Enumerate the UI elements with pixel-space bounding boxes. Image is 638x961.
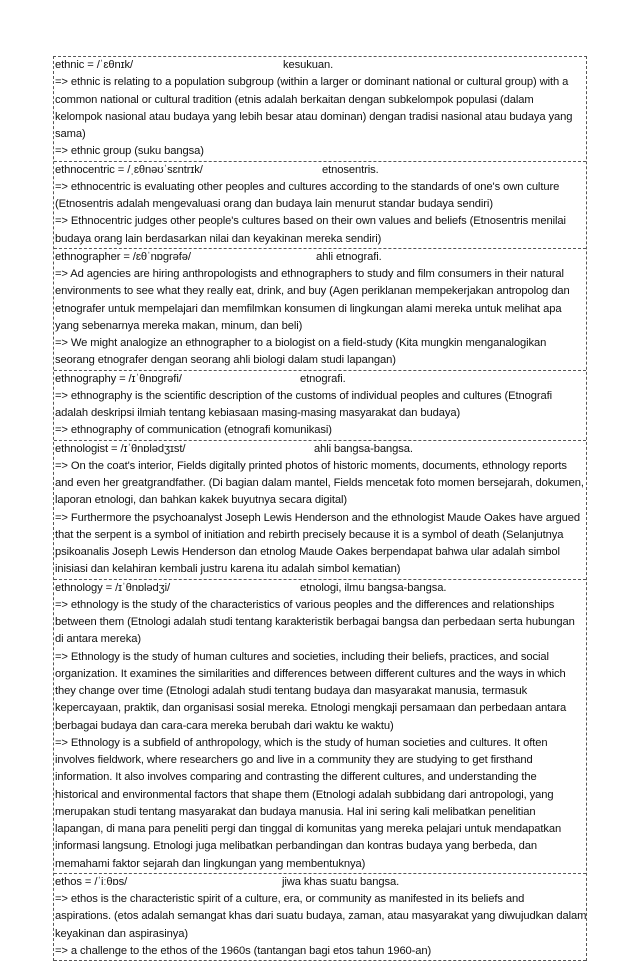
- translation: jiwa khas suatu bangsa.: [282, 875, 400, 888]
- definition-line: => Ethnology is a subfield of anthropology, which is the study of human societies and cultures. It often: [55, 736, 548, 749]
- translation: etnografi.: [300, 372, 346, 385]
- headword: ethnographer = /ɛθˈnɒɡrəfə/: [55, 250, 191, 263]
- definition-line: lapangan, di mana para peneliti pergi dan tinggal di komunitas yang mereka pelajari untuk mendapatkan: [55, 823, 562, 835]
- definition-line: that the serpent is a symbol of initiation and rebirth precisely because it is a symbol of death (Selanjutnya: [55, 528, 564, 541]
- definition-line: common national or cultural tradition (etnis adalah berkaitan dengan subkelompok populasi (dalam: [55, 93, 534, 106]
- entry-ethos: [54, 874, 586, 961]
- entry-header: [54, 874, 586, 891]
- definition-line: historical and environmental factors that shape them (Etnologi adalah subbidang dari antropologi, yang: [55, 788, 554, 801]
- definition-line: sama): [55, 128, 86, 140]
- definition-line: => Ad agencies are hiring anthropologists and ethnographers to study and film consumers in their natural: [55, 268, 564, 280]
- definition-line: seorang etnografer dengan seorang ahli biologi dalam studi lapangan): [55, 354, 396, 367]
- definition-line: they change over time (Etnologi adalah studi tentang budaya dan masyarakat manusia, termasuk: [55, 685, 528, 697]
- definition-line: etnografer untuk mempelajari dan memfilmkan konsumen di lingkungan alami mereka untuk melihat apa: [55, 302, 562, 315]
- translation: ahli bangsa-bangsa.: [314, 442, 413, 455]
- entry-header: [54, 371, 586, 388]
- definition-line: => Ethnocentric judges other people's cultures based on their own values and beliefs (Etnosentris menilai: [55, 215, 566, 228]
- entry-header: [54, 249, 586, 266]
- definition-line: environments to see what they really eat, drink, and buy (Agen periklanan mempekerjakan antropolog dan: [55, 285, 570, 298]
- definition-line: budaya orang lain berdasarkan nilai dan keyakinan mereka sendiri): [55, 232, 382, 245]
- headword: ethnologist = /ɪˈθnɒlədʒɪst/: [55, 442, 186, 455]
- definition-line: => ethnic is relating to a population subgroup (within a larger or dominant national or cultural group) with a: [55, 76, 569, 89]
- definition-line: di antara mereka): [55, 633, 141, 646]
- definition-line: merupakan studi tentang masyarakat dan budaya manusia. Hal ini sering kali melibatkan penelitian: [55, 805, 536, 818]
- entry-header: [54, 57, 586, 74]
- entry-header: [54, 441, 586, 458]
- definition-line: kelompok nasional atau budaya yang lebih besar atau dominan) dengan tradisi nasional atau budaya yang: [55, 110, 573, 123]
- definition-line: berbagai budaya dan cara-cara mereka berubah dari waktu ke waktu): [55, 719, 394, 732]
- definition-line: => We might analogize an ethnographer to a biologist on a field-study (Kita mungkin menganalogikan: [55, 337, 547, 349]
- entry-ethnologist: [54, 441, 586, 580]
- entry-ethnography: [54, 371, 586, 441]
- definition-line: => ethnic group (suku bangsa): [55, 145, 204, 158]
- definition-line: adalah deskripsi ilmiah tentang kebiasaan masing-masing masyarakat dan budaya): [55, 407, 461, 419]
- definition-line: => On the coat's interior, Fields digitally printed photos of historic moments, documents, ethnology reports: [55, 459, 567, 472]
- definition-line: yang sebenarnya mereka makan, minum, dan beli): [55, 319, 303, 332]
- headword: ethnography = /ɪˈθnɒɡrəfi/: [55, 372, 182, 385]
- definition-line: informasi langsung. Etnologi juga melibatkan perbandingan dan kontras budaya yang berbeda, dan: [55, 840, 537, 853]
- definition-line: keyakinan dan aspirasinya): [55, 927, 188, 940]
- headword: ethnocentric = /ˌɛθnəʊˈsɛntrɪk/: [55, 163, 203, 176]
- definition-line: => Furthermore the psychoanalyst Joseph Lewis Henderson and the ethnologist Maude Oakes have argued: [55, 511, 580, 524]
- dictionary-document: [53, 56, 587, 961]
- definition-line: inisiasi dan kelahiran kembali justru karena itu adalah simbol kematian): [55, 563, 401, 576]
- definition-line: => ethos is the characteristic spirit of a culture, era, or community as manifested in its beliefs and: [55, 893, 525, 905]
- translation: kesukuan.: [283, 59, 334, 71]
- definition-line: => Ethnology is the study of human cultures and societies, including their beliefs, practices, and social: [55, 650, 549, 663]
- definition-line: => ethnology is the study of the characteristics of various peoples and the differences and relationships: [55, 598, 555, 611]
- headword: ethnology = /ɪˈθnɒlədʒi/: [55, 581, 170, 594]
- translation: etnosentris.: [322, 163, 379, 176]
- definition-line: information. It also involves comparing and contrasting the different cultures, and understanding the: [55, 771, 537, 784]
- definition-line: => ethnography of communication (etnografi komunikasi): [55, 424, 332, 437]
- definition-line: and even her greatgrandfather. (Di bagian dalam mantel, Fields mencetak foto momen bersejarah, dokumen,: [55, 477, 584, 489]
- definition-line: between them (Etnologi adalah studi tentang karakteristik berbagai bangsa dan perbedaan serta hubungan: [55, 616, 575, 628]
- definition-line: psikoanalis Joseph Lewis Henderson dan etnolog Maude Oakes berpendapat bahwa ular adalah simbol: [55, 546, 560, 558]
- headword: ethos = /ˈiːθɒs/: [55, 875, 128, 888]
- definition-line: laporan etnologi, dan bahkan kakek buyutnya secara digital): [55, 494, 348, 507]
- definition-line: organization. It examines the similarities and differences between different cultures and the ways in which: [55, 667, 566, 680]
- entry-ethnographer: [54, 249, 586, 371]
- entry-ethnic: [54, 57, 586, 162]
- entry-header: [54, 580, 586, 597]
- entry-header: [54, 162, 586, 179]
- definition-line: kepercayaan, praktik, dan organisasi sosial mereka. Etnologi mengkaji persamaan dan perbedaan antara: [55, 702, 567, 715]
- definition-line: (Etnosentris adalah mengevaluasi orang dan budaya lain menurut standar budaya sendiri): [55, 198, 493, 210]
- translation: etnologi, ilmu bangsa-bangsa.: [300, 581, 447, 594]
- definition-line: => ethnocentric is evaluating other peoples and cultures according to the standards of one's own culture: [55, 180, 560, 193]
- definition-line: aspirations. (etos adalah semangat khas dari suatu budaya, zaman, atau masyarakat yang diwujudkan dalam: [55, 910, 586, 923]
- entry-ethnocentric: [54, 162, 586, 249]
- definition-line: involves fieldwork, where researchers go and live in a community they are studying to get firsthand: [55, 754, 533, 766]
- definition-line: => ethnography is the scientific description of the customs of individual peoples and cultures (Etnografi: [55, 389, 552, 402]
- entry-ethnology: [54, 580, 586, 874]
- definition-line: => a challenge to the ethos of the 1960s (tantangan bagi etos tahun 1960-an): [55, 944, 432, 957]
- translation: ahli etnografi.: [316, 250, 382, 263]
- headword: ethnic = /ˈɛθnɪk/: [55, 59, 133, 71]
- definition-line: memahami faktor sejarah dan lingkungan yang membentuknya): [55, 857, 366, 870]
